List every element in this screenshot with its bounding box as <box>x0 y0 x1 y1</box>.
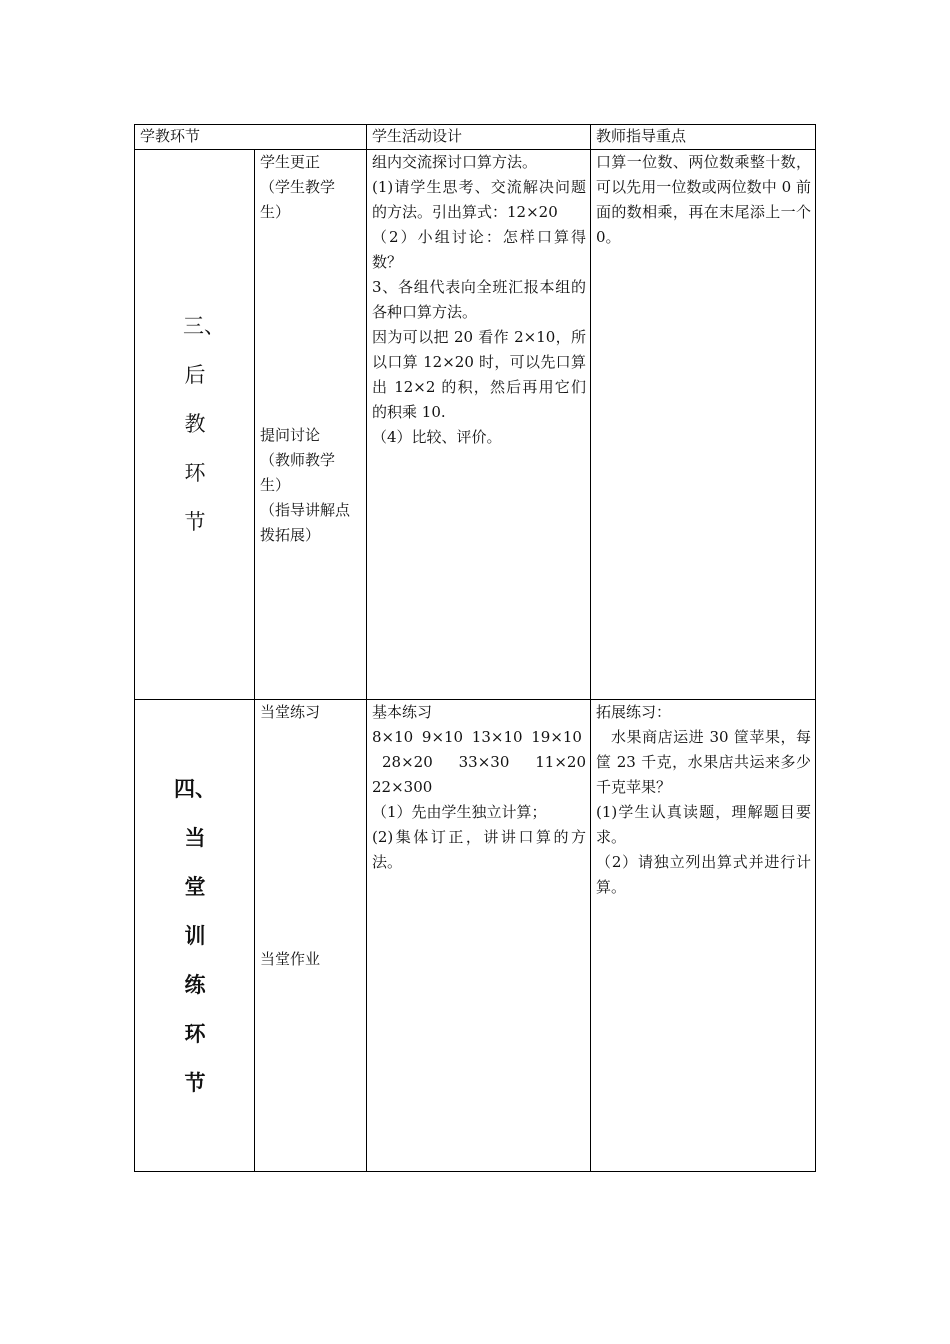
header-student-activity: 学生活动设计 <box>367 125 591 150</box>
substage-label: 当堂练习 <box>260 703 321 721</box>
activity-line: (1)请学生思考、交流解决问题的方法。引出算式：12×20 <box>372 178 587 221</box>
stage-title-4 <box>135 700 255 1172</box>
student-activity-cell-3 <box>367 150 591 700</box>
stage-char: 当 <box>184 825 206 850</box>
calc-item: 28×20 <box>382 753 433 771</box>
substage-cell-3 <box>255 150 367 700</box>
activity-step: (2)集体订正，讲讲口算的方法。 <box>372 828 587 871</box>
stage-char: 教 <box>184 412 206 436</box>
calc-item: 11×20 <box>535 753 587 771</box>
header-stage: 学教环节 <box>135 125 367 150</box>
calc-row <box>372 750 586 775</box>
lesson-plan-table <box>134 124 816 1172</box>
substage-note: （指导讲解点 <box>260 501 351 519</box>
activity-line: 因为可以把 20 看作 2×10，所以口算 12×20 时，可以先口算出 12×2 的积，然后再用它们的积乘 10. <box>372 328 587 421</box>
substage-note: （学生教学 <box>260 178 336 196</box>
calc-row <box>372 725 586 750</box>
substage-label: 学生更正 <box>260 153 321 171</box>
calc-item: 13×10 <box>471 728 523 746</box>
teacher-guidance-cell-4 <box>591 700 816 1172</box>
calc-item: 19×10 <box>531 728 582 746</box>
activity-line: 3、各组代表向全班汇报本组的各种口算方法。 <box>372 278 587 321</box>
stage-title-3 <box>135 150 255 700</box>
substage-label: 提问讨论 <box>260 426 321 444</box>
substage-note: 生） <box>260 476 291 494</box>
activity-line: 组内交流探讨口算方法。 <box>372 153 538 171</box>
extension-title: 拓展练习： <box>596 703 672 721</box>
stage-char: 堂 <box>184 874 206 899</box>
stage-char: 环 <box>184 461 206 485</box>
extension-problem: 水果商店运进 30 筐苹果，每筐 23 千克，水果店共运来多少千克苹果？ <box>596 728 812 796</box>
activity-step: （1）先由学生独立计算； <box>372 803 547 821</box>
stage-char: 练 <box>184 972 206 997</box>
stage-char: 后 <box>184 363 206 387</box>
calc-item: 22×300 <box>372 778 433 796</box>
table-header-row <box>135 125 816 150</box>
table-row <box>135 700 816 1172</box>
calc-item: 9×10 <box>421 728 464 746</box>
calc-item: 8×10 <box>372 728 414 746</box>
substage-note: （教师教学 <box>260 451 336 469</box>
stage-char: 环 <box>184 1021 206 1046</box>
stage-char: 训 <box>184 923 206 948</box>
activity-line: （2）小组讨论：怎样口算得数？ <box>372 228 587 271</box>
student-activity-cell-4 <box>367 700 591 1172</box>
extension-step: （2）请独立列出算式并进行计算。 <box>596 853 812 896</box>
teacher-guidance-cell-3 <box>591 150 816 700</box>
substage-note: 生） <box>260 203 291 221</box>
substage-label: 当堂作业 <box>260 950 321 968</box>
calc-item: 33×30 <box>458 753 510 771</box>
substage-note: 拨拓展） <box>260 526 321 544</box>
substage-cell-4 <box>255 700 367 1172</box>
table-row <box>135 150 816 700</box>
stage-char: 节 <box>184 1070 206 1095</box>
stage-char: 三、 <box>183 314 225 338</box>
activity-title: 基本练习 <box>372 703 433 721</box>
header-teacher-guidance: 教师指导重点 <box>591 125 816 150</box>
stage-char: 四、 <box>174 776 216 801</box>
guidance-text: 口算一位数、两位数乘整十数，可以先用一位数或两位数中 0 前面的数相乘，再在末尾添上一个 0。 <box>596 153 812 246</box>
activity-line: （4）比较、评价。 <box>372 428 502 446</box>
extension-step: (1)学生认真读题，理解题目要求。 <box>596 803 812 846</box>
stage-char: 节 <box>184 510 206 534</box>
